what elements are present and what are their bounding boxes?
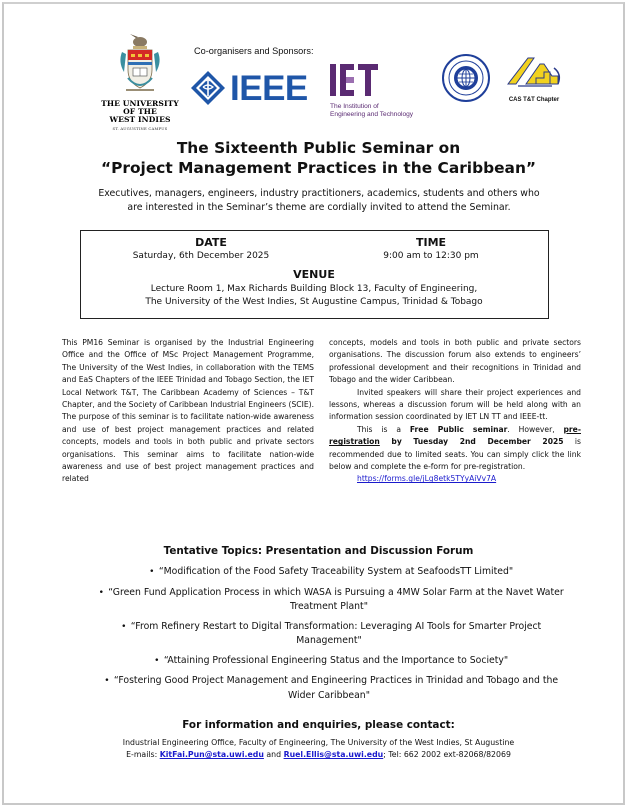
topics-title: Tentative Topics: Presentation and Discussion Forum [163, 545, 474, 557]
topic-text: “Modification of the Food Safety Traceability System at SeafoodsTT Limited" [158, 566, 514, 577]
scie-logo [442, 54, 490, 106]
invitation-text [34, 187, 604, 215]
uwi-name-line-1: THE UNIVERSITY [101, 99, 179, 108]
pre-registration-text: pre-registration [329, 424, 581, 447]
venue-line-1: Lecture Room 1, Max Richards Building Block 13, Faculty of Engineering, [150, 284, 478, 294]
seminar-title-line-2: “Project Management Practices in the Caribbean” [100, 159, 537, 177]
body-column-right [329, 337, 581, 486]
contact-title: For information and enquiries, please contact: [182, 719, 455, 731]
body-column-left [62, 337, 314, 486]
invitation-line-2: are interested in the Seminar’s theme are cordially invited to attend the Seminar. [127, 202, 511, 213]
bullet-icon: • [121, 621, 127, 632]
registration-text-mid: . However, [507, 424, 564, 434]
date-label: DATE [195, 236, 227, 249]
seminar-title-line-1: The Sixteenth Public Seminar on [176, 139, 461, 157]
venue-line-2: The University of the West Indies, St Augustine Campus, Trinidad & Tobago [145, 297, 483, 307]
iet-subtitle-line-2: Engineering and Technology [330, 111, 414, 118]
contact-emails-line [4, 750, 629, 759]
emails-label: E-mails: [126, 750, 160, 759]
contact-office: Industrial Engineering Office, Faculty of Engineering, The University of the West Indies, St Augustine [122, 738, 515, 747]
invitation-line-1: Executives, managers, engineers, industry practitioners, academics, students and others who [98, 188, 540, 199]
bullet-icon: • [98, 587, 104, 598]
flyer-page [2, 2, 625, 805]
ieee-diamond-icon [190, 70, 226, 106]
iet-subtitle-line-1: The Institution of [330, 103, 379, 110]
emails-and: and [263, 750, 284, 759]
topic-item [94, 586, 564, 614]
intro-paragraph-part-2: concepts, models and tools in both public and private sectors organisations. The discussion forum also extends to engineers’ professional development and their recognitions in Trinidad and Tobago and the wider Caribbean. [329, 338, 581, 385]
cas-emblem-icon [504, 54, 564, 92]
uwi-name-line-2: OF THE [123, 107, 157, 116]
date-value: Saturday, 6th December 2025 [132, 251, 270, 261]
uwi-logo [100, 32, 180, 131]
time-label: TIME [415, 236, 447, 249]
topic-text: “Fostering Good Project Management and Engineering Practices in Trinidad and Tobago and the Wider Caribbean" [113, 675, 559, 701]
topic-item [94, 674, 564, 702]
time-value: 9:00 am to 12:30 pm [383, 251, 479, 261]
registration-form-link[interactable]: https://forms.gle/jLg8etk5TYyAiVv7A [357, 474, 497, 484]
registration-paragraph [329, 424, 581, 474]
cas-label: CAS T&T Chapter [508, 97, 560, 103]
bullet-icon: • [149, 567, 155, 577]
email-link-ruel-ellis[interactable]: Ruel.Ellis@sta.uwi.edu [283, 750, 384, 759]
venue-label: VENUE [293, 268, 335, 281]
topic-item [94, 565, 564, 580]
iet-logo [330, 64, 413, 119]
cas-logo [499, 54, 569, 103]
intro-paragraph-part-1: This PM16 Seminar is organised by the Industrial Engineering Office and the Office of MSc Project Management Programme, The University of the West Indies, in collaboration with the TEMS and EaS Chapters of the IEEE Trinidad and Tobago Section, the IET Local Network T&T, The Caribbean Academy of Sciences – T&T Chapter, and the Society of Caribbean Industrial Engineers (SCIE). The purpose of this seminar is to facilitate nation-wide awareness and use of best project management practices and related concepts, models and tools in both public and private sectors organisations. This seminar aims to facilitate nation-wide awareness and use of best project management practices and related [62, 338, 314, 484]
ieee-wordmark: IEEE [230, 68, 308, 108]
topics-list [94, 565, 564, 708]
iet-wordmark-icon [330, 64, 378, 96]
topic-item [94, 654, 564, 669]
email-link-kitfai-pun[interactable]: KitFai.Pun@sta.uwi.edu [159, 750, 264, 759]
topic-text: “Attaining Professional Engineering Status and the Importance to Society" [163, 654, 509, 666]
uwi-name-line-3: WEST INDIES [109, 115, 171, 124]
topic-item [94, 620, 564, 648]
registration-text-prefix: This is a [357, 424, 410, 434]
bullet-icon: • [104, 676, 110, 686]
topic-text: “Green Fund Application Process in which WASA is Pursuing a 4MW Solar Farm at the Navet Water Treatment Plant" [108, 586, 564, 612]
scie-globe-gear-icon [442, 54, 490, 102]
uwi-crest-icon [116, 32, 164, 98]
contact-telephone: ; Tel: 662 2002 ext-82068/82069 [383, 750, 511, 759]
uwi-campus: ST. AUGUSTINE CAMPUS [112, 126, 168, 131]
speakers-paragraph: Invited speakers will share their project experiences and lessons, whereas a discussion forum will be held along with an information session coordinated by IET LN TT and IEEE-tt. [329, 387, 581, 422]
co-organisers-label: Co-organisers and Sponsors: [194, 46, 314, 56]
bullet-icon: • [154, 655, 160, 666]
venue-value [81, 283, 547, 309]
registration-text-suffix: is recommended due to limited seats. You can simply click the link below and complete the e-form for pre-registration. [329, 437, 581, 472]
ieee-logo [190, 70, 308, 106]
topic-text: “From Refinery Restart to Digital Transformation: Leveraging AI Tools for Smarter Project Management" [130, 620, 542, 646]
free-public-seminar-text: Free Public seminar [409, 424, 508, 434]
registration-deadline-text: by Tuesday 2nd December 2025 [379, 437, 564, 447]
iet-subtitle [330, 103, 413, 119]
event-details-box [80, 230, 549, 319]
uwi-name [100, 100, 180, 124]
